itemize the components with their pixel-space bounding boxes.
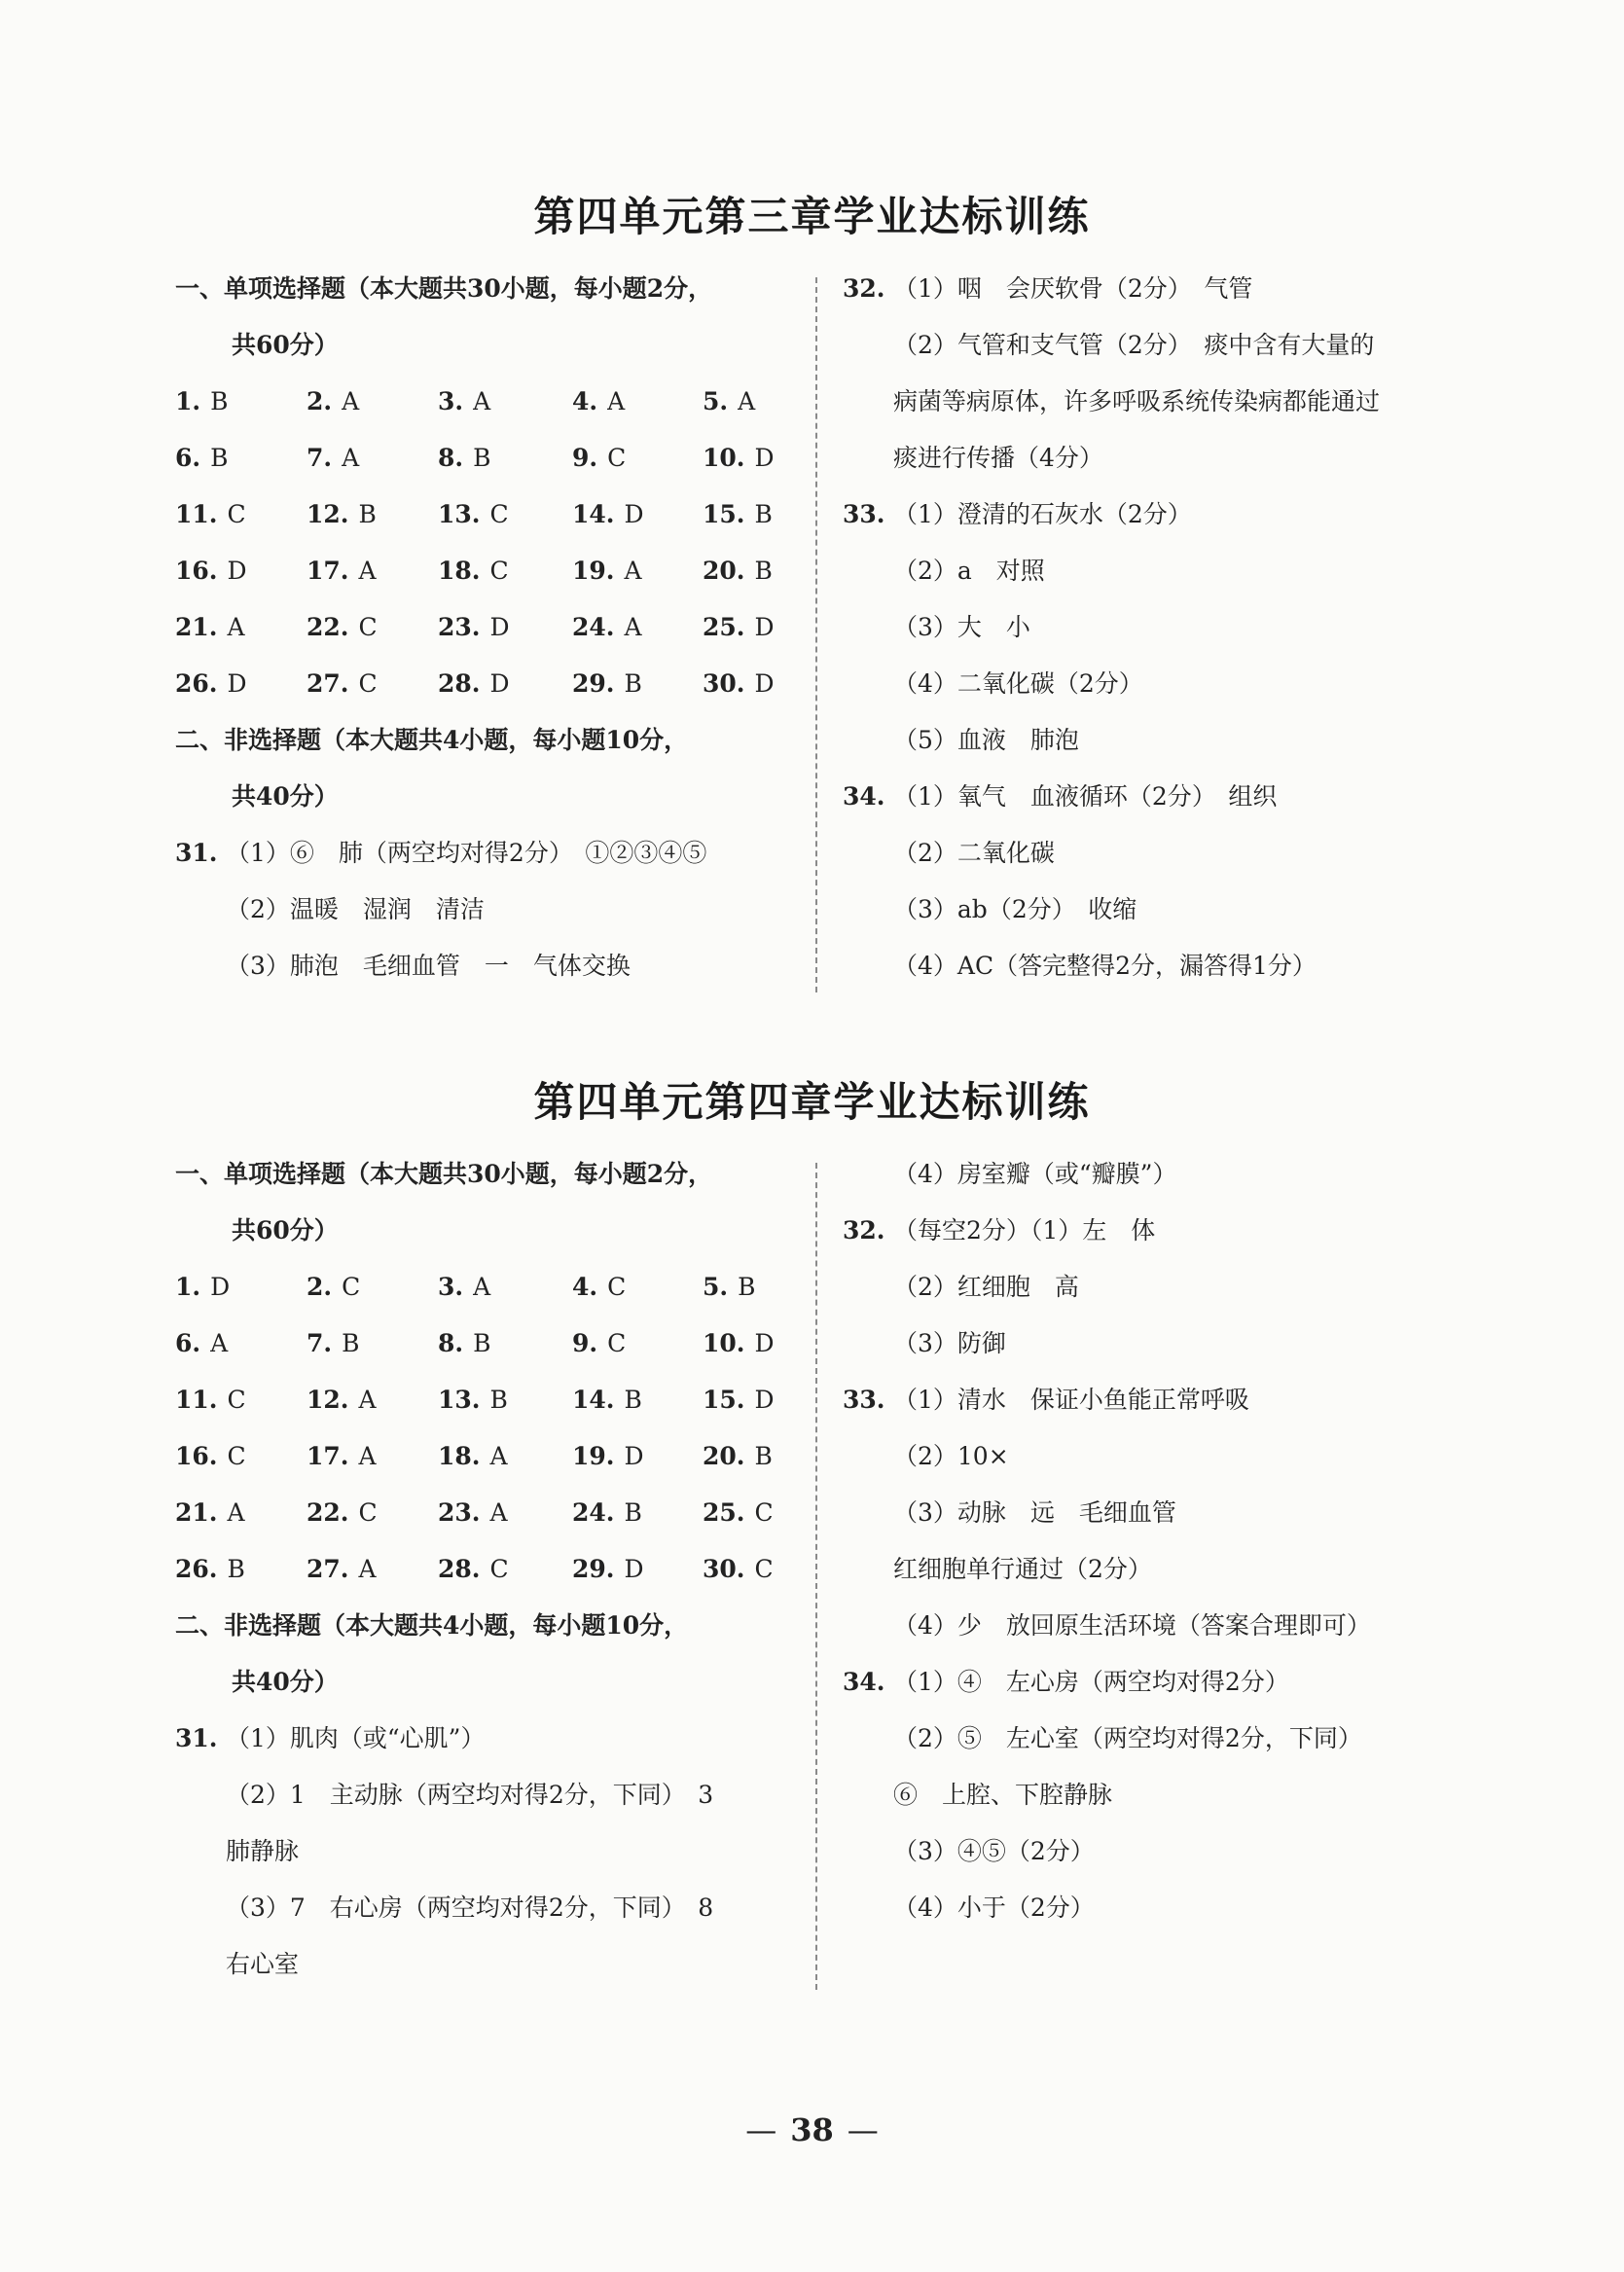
answer-line: （1）④ 左心房（两空均对得2分） [893, 1668, 1289, 1696]
question-number: 29. [572, 1555, 615, 1583]
question-number: 3. [438, 1273, 464, 1301]
question-number: 28. [438, 669, 481, 698]
question-number: 2. [307, 1273, 333, 1301]
question-number: 31. [175, 1724, 218, 1752]
mcq-answer [175, 669, 247, 699]
question-number: 11. [175, 1386, 218, 1414]
mcq-answer [438, 669, 510, 699]
answer-line: （2）气管和支气管（2分） 痰中含有大量的 [893, 331, 1375, 359]
question-number: 21. [175, 1498, 218, 1527]
answer-choice: B [473, 444, 491, 472]
answer-line: （2）红细胞 高 [893, 1273, 1079, 1301]
answer-choice: A [607, 387, 626, 415]
answer-line: （3）7 右心房（两空均对得2分，下同） 8 [226, 1893, 714, 1922]
question-number: 9. [572, 1329, 598, 1357]
mcq-answer [307, 500, 377, 529]
question-number: 14. [572, 500, 615, 528]
question-number: 3. [438, 387, 464, 415]
answer-choice: B [342, 1329, 360, 1357]
answer-choice: C [227, 1442, 246, 1470]
question-number: 12. [307, 500, 349, 528]
answer-line: （1）氧气 血液循环（2分） 组织 [893, 782, 1278, 811]
answer-line: （4）小于（2分） [893, 1893, 1095, 1922]
mcq-answer [307, 1498, 378, 1528]
answer-line: （1）清水 保证小鱼能正常呼吸 [893, 1386, 1249, 1414]
answer-line: （4）房室瓣（或“瓣膜”） [893, 1160, 1177, 1188]
answer-line: （4）AC（答完整得2分，漏答得1分） [893, 952, 1317, 980]
question-number: 5. [703, 387, 729, 415]
answer-choice: D [227, 669, 247, 698]
mcq-answer [703, 387, 755, 416]
answer-choice: C [489, 500, 509, 528]
question-number: 1. [175, 1273, 201, 1301]
answer-choice: D [754, 1386, 775, 1414]
s1-part2-heading: 二、非选择题（本大题共4小题，每小题10分， [175, 726, 689, 754]
answer-choice: D [489, 669, 510, 698]
mcq-answer [572, 1498, 642, 1528]
answer-choice: A [342, 387, 360, 415]
answer-line: （4）二氧化碳（2分） [893, 669, 1143, 698]
answer-line: （2）a 对照 [893, 557, 1045, 585]
mcq-answer [572, 1273, 626, 1302]
question-number: 22. [307, 613, 349, 641]
answer-choice: A [358, 557, 377, 585]
question-number: 19. [572, 557, 615, 585]
question-number: 13. [438, 500, 481, 528]
question-number: 1. [175, 387, 201, 415]
answer-line: （1）肌肉（或“心肌”） [226, 1724, 486, 1752]
mcq-answer [572, 613, 642, 642]
answer-choice: A [227, 1498, 245, 1527]
question-number: 26. [175, 1555, 218, 1583]
question-number: 5. [703, 1273, 729, 1301]
answer-line: （4）少 放回原生活环境（答案合理即可） [893, 1611, 1371, 1640]
answer-choice: D [754, 613, 775, 641]
s2-part1-heading: 一、单项选择题（本大题共30小题，每小题2分， [175, 1160, 713, 1188]
mcq-answer [438, 557, 509, 586]
question-number: 4. [572, 1273, 598, 1301]
answer-choice: C [358, 669, 378, 698]
answer-line: （2）⑤ 左心室（两空均对得2分，下同） [893, 1724, 1362, 1752]
question-number: 17. [307, 1442, 349, 1470]
mcq-answer [175, 1386, 246, 1415]
mcq-answer [307, 1329, 359, 1358]
s2-part2-heading: 二、非选择题（本大题共4小题，每小题10分， [175, 1611, 689, 1640]
answer-choice: A [624, 613, 642, 641]
mcq-answer [438, 1498, 508, 1528]
question-number: 11. [175, 500, 218, 528]
answer-choice: C [489, 557, 509, 585]
page-number: — 38 — [745, 2111, 879, 2148]
answer-choice: A [738, 387, 756, 415]
question-number: 15. [703, 500, 745, 528]
mcq-answer [307, 387, 359, 416]
question-number: 25. [703, 1498, 745, 1527]
mcq-answer [307, 557, 377, 586]
s2-part2-heading-cont: 共40分） [232, 1668, 339, 1696]
question-number: 16. [175, 1442, 218, 1470]
answer-choice: D [227, 557, 247, 585]
answer-choice: A [358, 1442, 377, 1470]
mcq-answer [438, 387, 490, 416]
question-number: 17. [307, 557, 349, 585]
question-number: 27. [307, 669, 349, 698]
answer-line: （3）ab（2分） 收缩 [893, 895, 1137, 923]
section-2-column-divider [815, 1163, 817, 1990]
page-number-value: 38 [790, 2111, 834, 2148]
answer-choice: C [227, 500, 246, 528]
mcq-answer [175, 444, 228, 473]
question-number: 34. [843, 1668, 885, 1696]
answer-line: （3）④⑤（2分） [893, 1837, 1095, 1865]
answer-choice: B [473, 1329, 491, 1357]
answer-line: （3）动脉 远 毛细血管 [893, 1498, 1176, 1527]
answer-choice: A [358, 1386, 377, 1414]
s1-part1-heading: 一、单项选择题（本大题共30小题，每小题2分， [175, 274, 713, 303]
mcq-answer [438, 1386, 508, 1415]
question-number: 9. [572, 444, 598, 472]
mcq-answer [307, 669, 378, 699]
question-number: 2. [307, 387, 333, 415]
mcq-answer [307, 1386, 377, 1415]
question-number: 6. [175, 1329, 201, 1357]
answer-choice: C [607, 1273, 627, 1301]
mcq-answer [703, 1498, 774, 1528]
mcq-answer [703, 669, 775, 699]
mcq-answer [307, 1442, 377, 1471]
answer-choice: B [210, 387, 229, 415]
mcq-answer [572, 500, 644, 529]
question-number: 31. [175, 839, 218, 867]
answer-line: （2）1 主动脉（两空均对得2分，下同） 3 [226, 1781, 714, 1809]
answer-choice: C [489, 1555, 509, 1583]
answer-choice: C [342, 1273, 361, 1301]
question-number: 25. [703, 613, 745, 641]
question-number: 15. [703, 1386, 745, 1414]
mcq-answer [307, 444, 359, 473]
s2-part1-heading-cont: 共60分） [232, 1216, 339, 1244]
answer-choice: A [358, 1555, 377, 1583]
answer-line: （1）澄清的石灰水（2分） [893, 500, 1192, 528]
question-number: 27. [307, 1555, 349, 1583]
mcq-answer [438, 444, 490, 473]
answer-choice: A [473, 387, 491, 415]
answer-choice: B [754, 1442, 773, 1470]
mcq-answer [175, 1555, 245, 1584]
mcq-answer [703, 613, 775, 642]
question-number: 14. [572, 1386, 615, 1414]
answer-choice: D [754, 444, 775, 472]
mcq-answer [175, 1273, 230, 1302]
mcq-answer [703, 1555, 774, 1584]
mcq-answer [703, 557, 773, 586]
question-number: 33. [843, 1386, 885, 1414]
answer-line: （2）二氧化碳 [893, 839, 1055, 867]
answer-line: （2）10× [893, 1442, 1009, 1470]
question-number: 10. [703, 444, 745, 472]
question-number: 8. [438, 444, 464, 472]
answer-line: （5）血液 肺泡 [893, 726, 1079, 754]
answer-choice: D [210, 1273, 231, 1301]
answer-choice: D [624, 1555, 644, 1583]
question-number: 23. [438, 1498, 481, 1527]
mcq-answer [572, 387, 625, 416]
mcq-answer [438, 613, 510, 642]
answer-choice: D [754, 1329, 775, 1357]
mcq-answer [175, 500, 246, 529]
mcq-answer [572, 1329, 626, 1358]
s1-part1-heading-cont: 共60分） [232, 331, 339, 359]
question-number: 4. [572, 387, 598, 415]
answer-choice: B [489, 1386, 508, 1414]
question-number: 10. [703, 1329, 745, 1357]
mcq-answer [703, 1442, 773, 1471]
question-number: 7. [307, 1329, 333, 1357]
mcq-answer [175, 1442, 246, 1471]
answer-choice: B [754, 500, 773, 528]
answer-line: 病菌等病原体，许多呼吸系统传染病都能通过 [893, 387, 1381, 415]
answer-line: ⑥ 上腔、下腔静脉 [893, 1781, 1113, 1809]
question-number: 32. [843, 274, 885, 303]
mcq-answer [175, 1498, 245, 1528]
answer-line: 痰进行传播（4分） [893, 444, 1103, 472]
question-number: 21. [175, 613, 218, 641]
answer-choice: A [473, 1273, 491, 1301]
answer-line: 红细胞单行通过（2分） [893, 1555, 1152, 1583]
answer-line: （3）肺泡 毛细血管 一 气体交换 [226, 952, 631, 980]
answer-line: （1）⑥ 肺（两空均对得2分） ①②③④⑤ [226, 839, 707, 867]
mcq-answer [438, 1555, 509, 1584]
answer-choice: B [624, 669, 642, 698]
mcq-answer [572, 557, 642, 586]
question-number: 30. [703, 1555, 745, 1583]
mcq-answer [438, 1442, 508, 1471]
question-number: 7. [307, 444, 333, 472]
mcq-answer [307, 613, 378, 642]
answer-choice: C [607, 444, 627, 472]
answer-line: （3）防御 [893, 1329, 1006, 1357]
answer-choice: A [210, 1329, 229, 1357]
section-1-column-divider [815, 277, 817, 992]
mcq-answer [703, 1329, 775, 1358]
answer-line: （3）大 小 [893, 613, 1030, 641]
answer-line: （每空2分）（1）左 体 [893, 1216, 1156, 1244]
question-number: 12. [307, 1386, 349, 1414]
answer-choice: A [489, 1498, 508, 1527]
mcq-answer [572, 444, 626, 473]
question-number: 19. [572, 1442, 615, 1470]
answer-choice: A [489, 1442, 508, 1470]
s1-part2-heading-cont: 共40分） [232, 782, 339, 811]
section-1-title: 第四单元第三章学业达标训练 [533, 193, 1091, 240]
question-number: 28. [438, 1555, 481, 1583]
answer-choice: B [227, 1555, 245, 1583]
mcq-answer [438, 1273, 490, 1302]
answer-line: 肺静脉 [226, 1837, 300, 1865]
mcq-answer [572, 669, 642, 699]
question-number: 6. [175, 444, 201, 472]
answer-choice: D [489, 613, 510, 641]
answer-choice: C [358, 1498, 378, 1527]
mcq-answer [307, 1555, 377, 1584]
question-number: 29. [572, 669, 615, 698]
answer-line: （1）咽 会厌软骨（2分） 气管 [893, 274, 1253, 303]
question-number: 26. [175, 669, 218, 698]
mcq-answer [175, 1329, 228, 1358]
answer-choice: D [624, 1442, 644, 1470]
mcq-answer [703, 444, 775, 473]
question-number: 16. [175, 557, 218, 585]
question-number: 30. [703, 669, 745, 698]
answer-choice: C [358, 613, 378, 641]
question-number: 24. [572, 613, 615, 641]
question-number: 23. [438, 613, 481, 641]
answer-line: （2）温暖 湿润 清洁 [226, 895, 485, 923]
mcq-answer [175, 387, 228, 416]
mcq-answer [572, 1442, 644, 1471]
question-number: 20. [703, 1442, 745, 1470]
question-number: 18. [438, 557, 481, 585]
question-number: 32. [843, 1216, 885, 1244]
answer-choice: C [227, 1386, 246, 1414]
question-number: 33. [843, 500, 885, 528]
answer-choice: C [607, 1329, 627, 1357]
answer-choice: D [624, 500, 644, 528]
answer-choice: C [754, 1498, 774, 1527]
question-number: 8. [438, 1329, 464, 1357]
question-number: 24. [572, 1498, 615, 1527]
section-2-title: 第四单元第四章学业达标训练 [533, 1078, 1091, 1126]
answer-choice: A [342, 444, 360, 472]
answer-choice: A [227, 613, 245, 641]
answer-choice: D [754, 669, 775, 698]
mcq-answer [572, 1386, 642, 1415]
mcq-answer [703, 1273, 755, 1302]
answer-choice: B [624, 1498, 642, 1527]
mcq-answer [438, 1329, 490, 1358]
answer-choice: B [358, 500, 377, 528]
mcq-answer [572, 1555, 644, 1584]
question-number: 34. [843, 782, 885, 811]
answer-choice: C [754, 1555, 774, 1583]
answer-choice: A [624, 557, 642, 585]
mcq-answer [307, 1273, 360, 1302]
mcq-answer [175, 613, 245, 642]
question-number: 20. [703, 557, 745, 585]
answer-choice: B [210, 444, 229, 472]
answer-choice: B [738, 1273, 756, 1301]
question-number: 18. [438, 1442, 481, 1470]
answer-line: 右心室 [226, 1950, 300, 1978]
answer-choice: B [754, 557, 773, 585]
mcq-answer [703, 500, 773, 529]
answer-choice: B [624, 1386, 642, 1414]
mcq-answer [703, 1386, 775, 1415]
mcq-answer [438, 500, 509, 529]
question-number: 22. [307, 1498, 349, 1527]
question-number: 13. [438, 1386, 481, 1414]
mcq-answer [175, 557, 247, 586]
